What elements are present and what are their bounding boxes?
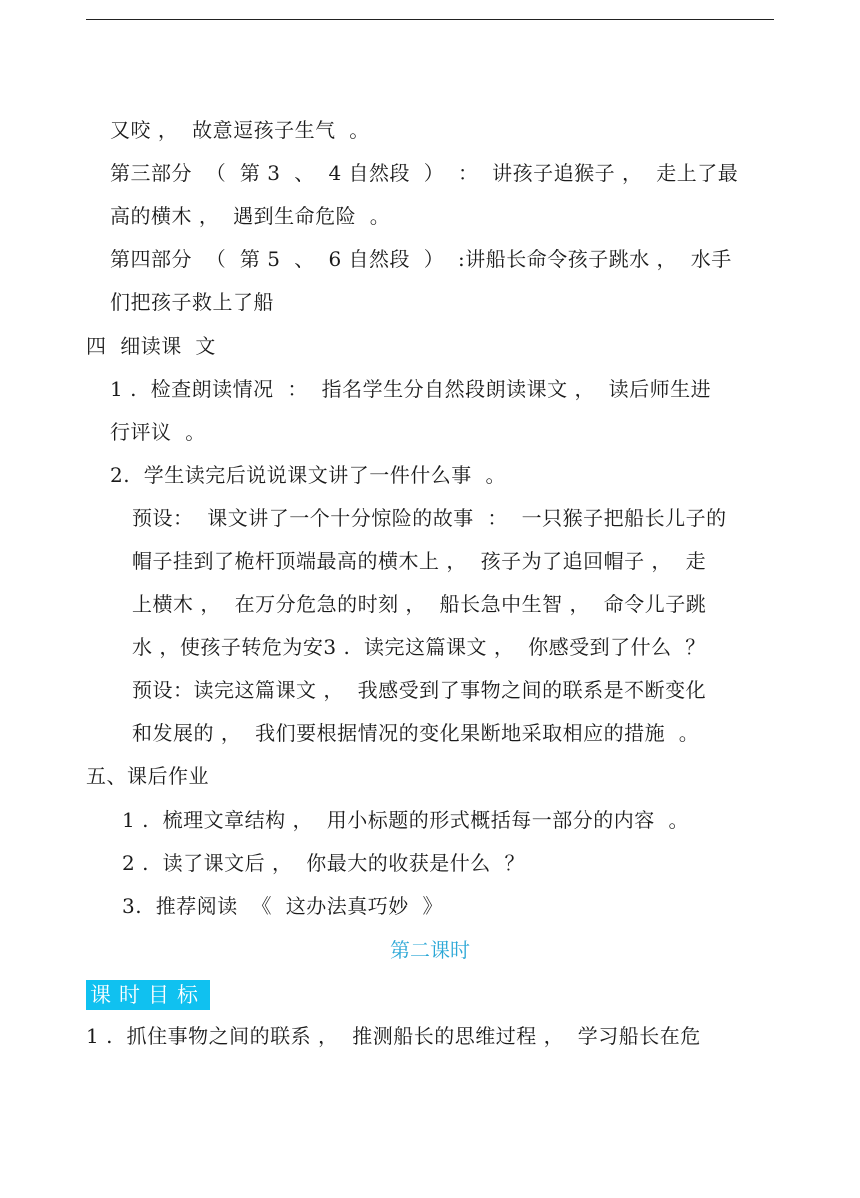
paragraph-line: 们把孩子救上了船 xyxy=(110,290,274,314)
section-heading: 五、课后作业 xyxy=(86,764,209,788)
paragraph-line: 帽子挂到了桅杆顶端最高的横木上 ， 孩子为了追回帽子 ， 走 xyxy=(132,549,707,573)
objective-line: 1 . 抓住事物之间的联系 ， 推测船长的思维过程 ， 学习船长在危 xyxy=(86,1024,701,1048)
paragraph-line: 1 . 检查朗读情况 ： 指名学生分自然段朗读课文 ， 读后师生进 xyxy=(110,377,712,401)
paragraph-line: 又咬 ， 故意逗孩子生气 。 xyxy=(110,118,370,142)
paragraph-line: 上横木 ， 在万分危急的时刻 ， 船长急中生智 ， 命令儿子跳 xyxy=(132,592,707,616)
header-rule xyxy=(86,19,774,20)
paragraph-line: 3. 推荐阅读 《 这办法真巧妙 》 xyxy=(122,894,443,918)
paragraph-line: 2. 学生读完后说说课文讲了一件什么事 。 xyxy=(110,463,507,487)
paragraph-line: 高的横木 ， 遇到生命危险 。 xyxy=(110,204,391,228)
objectives-badge: 课时目标 xyxy=(86,980,210,1010)
lesson-heading: 第二课时 xyxy=(390,938,470,962)
paragraph-line: 第三部分 （ 第 3 、 4 自然段 ） ： 讲孩子追猴子 ， 走上了最 xyxy=(110,161,739,185)
paragraph-line: 第四部分 （ 第 5 、 6 自然段 ） :讲船长命令孩子跳水 ， 水手 xyxy=(110,247,732,271)
paragraph-line: 2 . 读了课文后 ， 你最大的收获是什么 ？ xyxy=(122,851,525,875)
paragraph-line: 行评议 。 xyxy=(110,420,206,444)
paragraph-line: 水 ，使孩子转危为安3 . 读完这篇课文 ， 你感受到了什么 ？ xyxy=(132,635,706,659)
paragraph-line: 预设：读完这篇课文 ， 我感受到了事物之间的联系是不断变化 xyxy=(132,678,707,702)
paragraph-line: 1 . 梳理文章结构 ， 用小标题的形式概括每一部分的内容 。 xyxy=(122,808,689,832)
paragraph-line: 和发展的 ， 我们要根据情况的变化果断地采取相应的措施 。 xyxy=(132,721,700,745)
section-heading: 四 细读课 文 xyxy=(86,334,216,358)
paragraph-line: 预设： 课文讲了一个十分惊险的故事 ： 一只猴子把船长儿子的 xyxy=(132,506,727,530)
